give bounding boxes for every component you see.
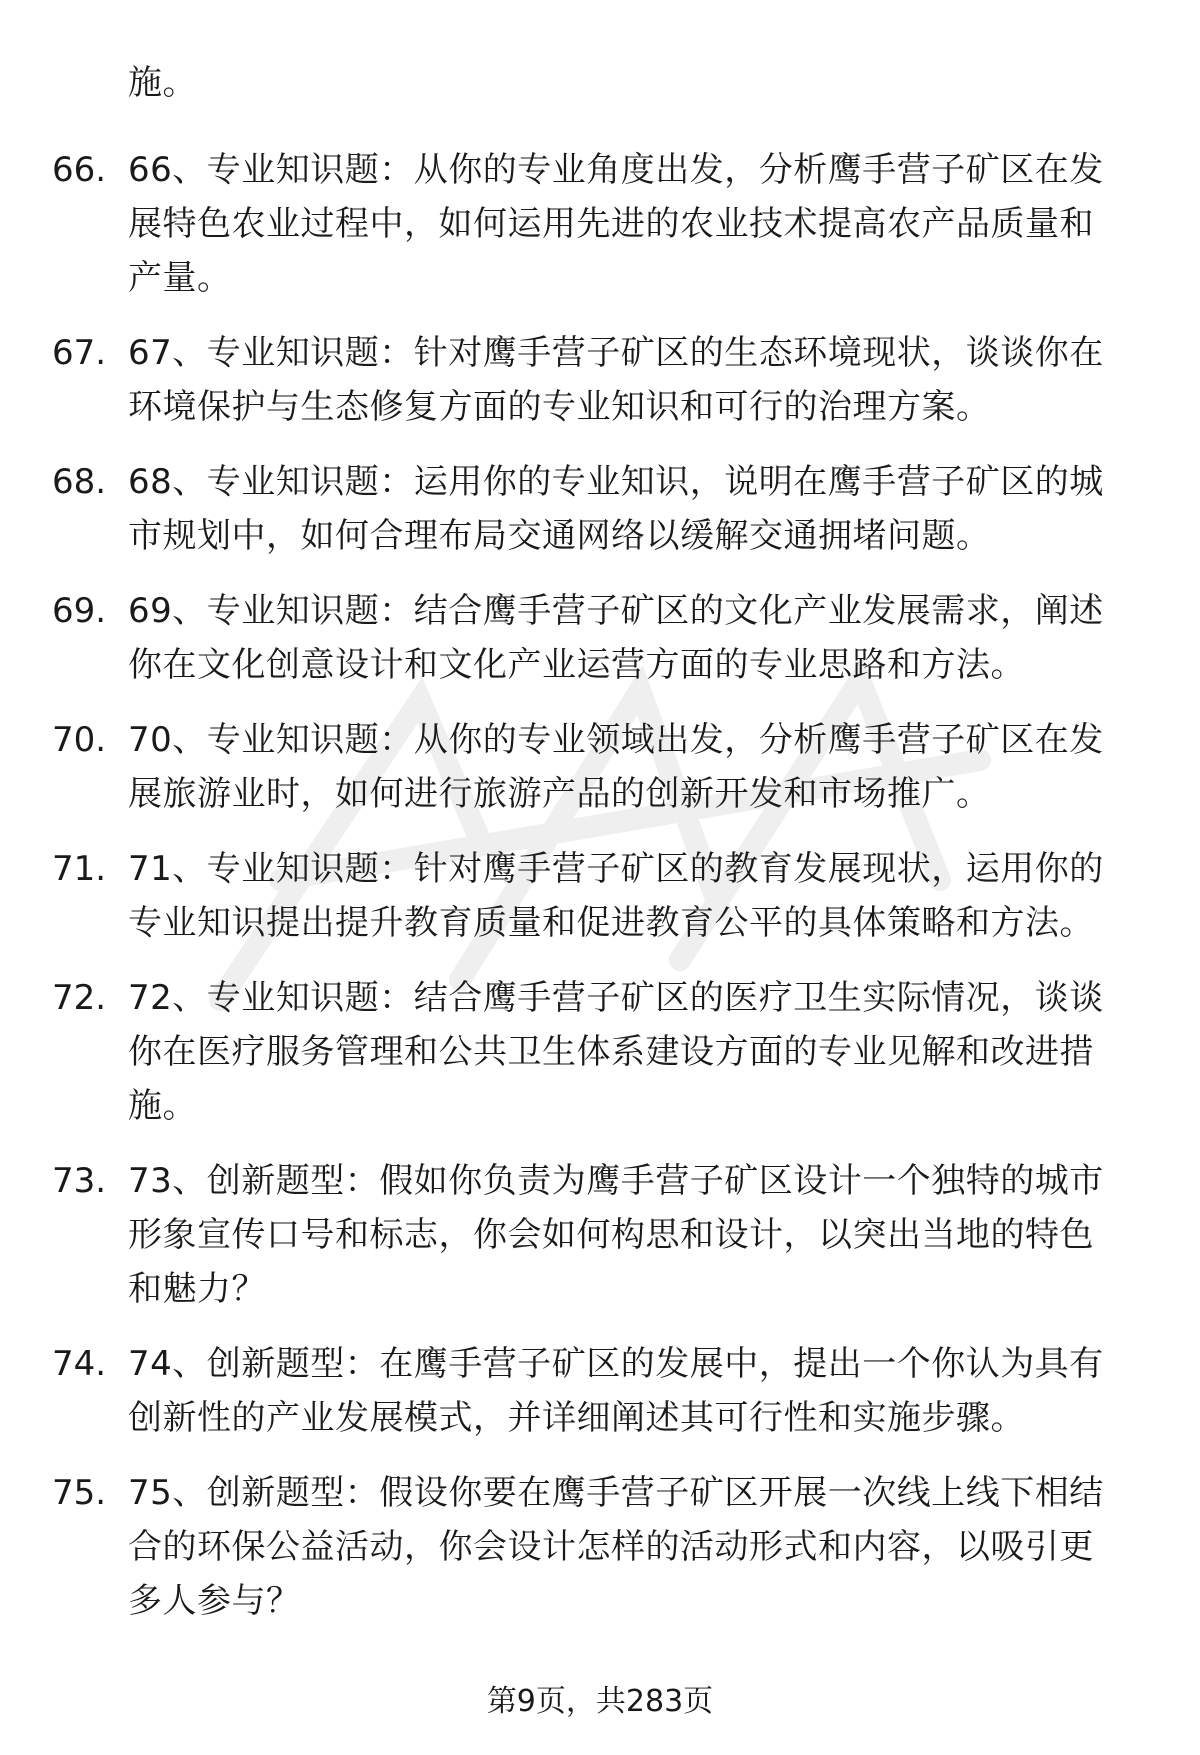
list-item: [0, 971, 1200, 1133]
list-item: [0, 1154, 1200, 1316]
item-text-line: 和魅力？: [128, 1269, 266, 1309]
item-number: 72.: [52, 978, 107, 1018]
item-text-line: 72、专业知识题：结合鹰手营子矿区的医疗卫生实际情况，谈谈: [128, 978, 1104, 1018]
item-text-line: 环境保护与生态修复方面的专业知识和可行的治理方案。: [128, 387, 991, 427]
item-text-line: 69、专业知识题：结合鹰手营子矿区的文化产业发展需求，阐述: [128, 591, 1104, 631]
list-item: [0, 584, 1200, 692]
item-number: 74.: [52, 1344, 107, 1384]
item-text-line: 多人参与？: [128, 1581, 301, 1621]
item-text-line: 施。: [128, 1086, 197, 1126]
item-number: 68.: [52, 462, 107, 502]
item-text-line: 70、专业知识题：从你的专业领域出发，分析鹰手营子矿区在发: [128, 720, 1104, 760]
item-text-line: 73、创新题型：假如你负责为鹰手营子矿区设计一个独特的城市: [128, 1161, 1104, 1201]
item-number: 71.: [52, 849, 107, 889]
item-number: 69.: [52, 591, 107, 631]
item-text-line: 产量。: [128, 258, 232, 298]
item-text-line: 68、专业知识题：运用你的专业知识，说明在鹰手营子矿区的城: [128, 462, 1104, 502]
item-text-line: 市规划中，如何合理布局交通网络以缓解交通拥堵问题。: [128, 516, 991, 556]
page-footer: 第9页，共283页: [486, 1684, 714, 1719]
item-number: 67.: [52, 333, 107, 373]
item-text-line: 专业知识提出提升教育质量和促进教育公平的具体策略和方法。: [128, 903, 1094, 943]
item-text: [128, 1337, 1150, 1445]
item-text-line: 你在文化创意设计和文化产业运营方面的专业思路和方法。: [128, 645, 1025, 685]
item-text-line: 创新性的产业发展模式，并详细阐述其可行性和实施步骤。: [128, 1398, 1025, 1438]
item-text: [128, 584, 1150, 692]
item-text-line: 67、专业知识题：针对鹰手营子矿区的生态环境现状，谈谈你在: [128, 333, 1104, 373]
item-text: [128, 971, 1150, 1133]
list-item: [0, 455, 1200, 563]
item-text-line: 展特色农业过程中，如何运用先进的农业技术提高农产品质量和: [128, 204, 1094, 244]
item-text-line: 合的环保公益活动，你会设计怎样的活动形式和内容，以吸引更: [128, 1527, 1094, 1567]
item-text-line: 展旅游业时，如何进行旅游产品的创新开发和市场推广。: [128, 774, 991, 814]
item-text-line: 71、专业知识题：针对鹰手营子矿区的教育发展现状，运用你的: [128, 849, 1104, 889]
item-text: [128, 842, 1150, 950]
list-item: [0, 1466, 1200, 1628]
item-text: [128, 455, 1150, 563]
item-text: [128, 326, 1150, 434]
list-item: [0, 713, 1200, 821]
item-text: [128, 143, 1150, 305]
item-text-line: 66、专业知识题：从你的专业角度出发，分析鹰手营子矿区在发: [128, 150, 1104, 190]
item-text-line: 75、创新题型：假设你要在鹰手营子矿区开展一次线上线下相结: [128, 1473, 1104, 1513]
list-item: [0, 143, 1200, 305]
item-number: 73.: [52, 1161, 107, 1201]
item-text: [128, 1154, 1150, 1316]
list-item: [0, 1337, 1200, 1445]
item-number: 75.: [52, 1473, 107, 1513]
list-item: [0, 326, 1200, 434]
continued-text: 施。: [128, 63, 197, 103]
item-text: [128, 1466, 1150, 1628]
item-number: 70.: [52, 720, 107, 760]
item-text: [128, 713, 1150, 821]
list-item: [0, 842, 1200, 950]
item-text-line: 74、创新题型：在鹰手营子矿区的发展中，提出一个你认为具有: [128, 1344, 1104, 1384]
item-text-line: 形象宣传口号和标志，你会如何构思和设计，以突出当地的特色: [128, 1215, 1094, 1255]
item-text-line: 你在医疗服务管理和公共卫生体系建设方面的专业见解和改进措: [128, 1032, 1094, 1072]
item-number: 66.: [52, 150, 107, 190]
question-list: [0, 143, 1200, 1649]
